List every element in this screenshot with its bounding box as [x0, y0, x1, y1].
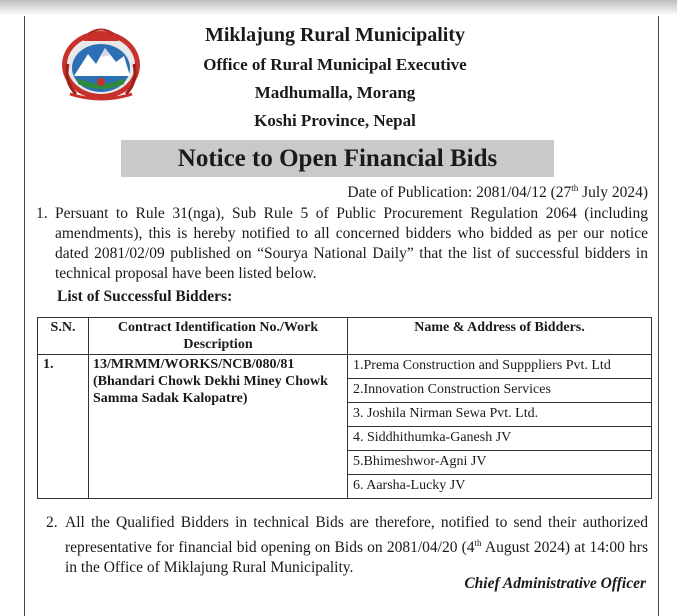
bidder-4: 4. Siddhithumka-Ganesh JV: [348, 427, 652, 451]
office-location: Madhumalla, Morang: [254, 83, 416, 102]
paragraph-1-number: 1.: [36, 205, 48, 222]
contract-cell: [89, 355, 348, 499]
header-sn: S.N.: [38, 318, 89, 355]
table-header-row: [38, 318, 652, 355]
paragraph-2-text-part2: August 2024) at 14:00 hrs in the Office of Miklajung Rural Municipality.: [65, 539, 648, 577]
publication-date-sup: th: [571, 183, 579, 193]
bidder-6: 6. Aarsha-Lucky JV: [348, 475, 652, 499]
row-sn: 1.: [38, 355, 89, 499]
bidder-1: 1.Prema Construction and Supppliers Pvt. Ltd: [348, 355, 652, 379]
publication-date-suffix: July 2024): [578, 184, 648, 202]
paragraph-1-text: Persuant to Rule 31(nga), Sub Rule 5 of Public Procurement Regulation 2064 (including amendments), this is hereby notified to all concerned bidders who bidded as per our notice dated 2081/02/09 published on “Sourya National Daily” that the list of successful bidders in technical proposal have been listed below.: [55, 205, 648, 282]
paragraph-1: [36, 204, 648, 284]
paragraph-2-sup: th: [474, 538, 482, 548]
page-top-shadow: [0, 0, 677, 14]
bidders-table: [37, 317, 652, 499]
nepal-government-emblem-icon: [58, 24, 144, 102]
publication-date: [347, 183, 648, 202]
bidder-2: 2.Innovation Construction Services: [348, 379, 652, 403]
bidder-3: 3. Joshila Nirman Sewa Pvt. Ltd.: [348, 403, 652, 427]
province-name: Koshi Province, Nepal: [254, 111, 416, 130]
paragraph-2-text-part1: All the Qualified Bidders in technical Bids are therefore, notified to send their authorized representative for financial bid opening on Bids on 2081/04/20 (4: [65, 514, 648, 557]
header-contract: Contract Identification No./Work Description: [89, 318, 348, 355]
paragraph-2: [46, 513, 648, 578]
paragraph-2-number: 2.: [46, 514, 58, 531]
successful-bidders-title: List of Successful Bidders:: [57, 288, 233, 305]
notice-title: Notice to Open Financial Bids: [121, 140, 554, 177]
work-description: (Bhandari Chowk Dekhi Miney Chowk Samma Sadak Kalopatre): [93, 374, 328, 406]
table-row: [38, 355, 652, 379]
office-name: Office of Rural Municipal Executive: [203, 55, 467, 74]
bidder-5: 5.Bhimeshwor-Agni JV: [348, 451, 652, 475]
publication-date-prefix: Date of Publication: 2081/04/12 (27: [347, 184, 572, 202]
municipality-name: Miklajung Rural Municipality: [204, 24, 466, 46]
signer-title: Chief Administrative Officer: [464, 575, 646, 592]
header-bidders: Name & Address of Bidders.: [348, 318, 652, 355]
contract-number: 13/MRMM/WORKS/NCB/080/81: [93, 357, 295, 372]
